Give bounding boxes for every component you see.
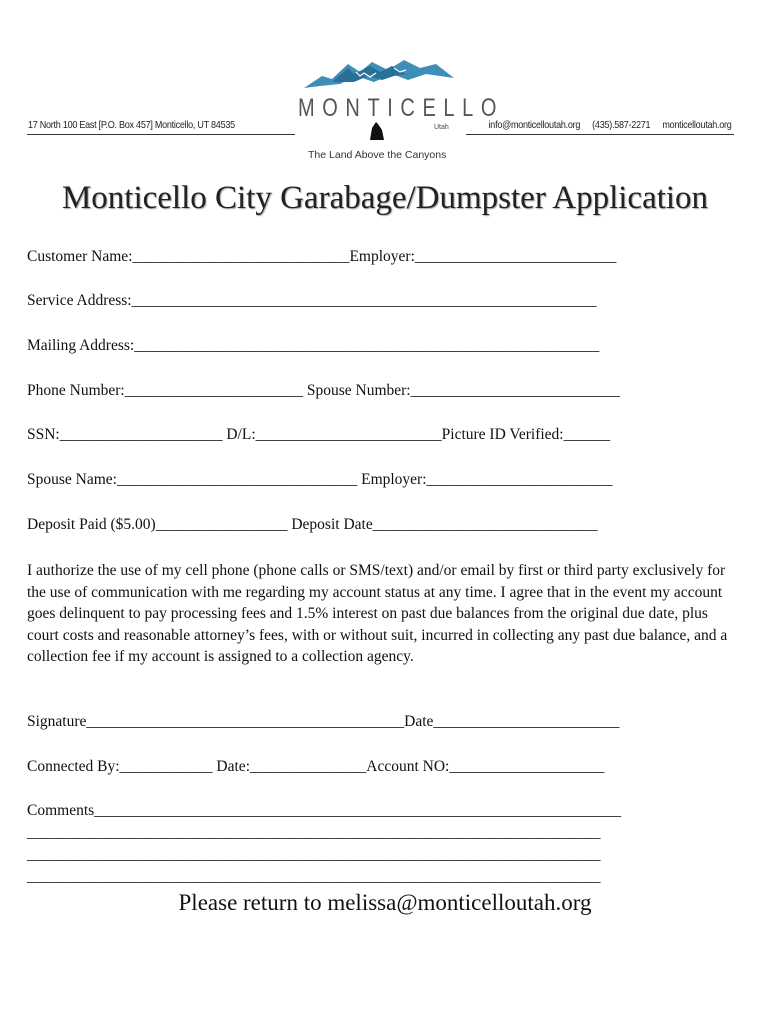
contact-info [477,119,732,131]
letterhead [0,0,770,170]
page-title: Monticello City Garabage/Dumpster Application [61,180,709,216]
mailing-address-field[interactable]: Mailing Address:____________________________________________________________ [27,337,600,354]
logo-tagline: The Land Above the Canyons [308,149,447,161]
comments-line[interactable]: __________________________________________________________________________ [27,824,601,841]
logo-state: Utah [434,124,449,131]
authorization-paragraph: I authorize the use of my cell phone (phone calls or SMS/text) and/or email by first or third party exclusively for the use of communication with me regarding my account status at any time. I agree that in the event my account goes delinquent to pay processing fees and 1.5% interest on past due balances from the original due date, plus court costs and reasonable attorney’s fees, with or without suit, incurred in collecting any past due balance, and a collection fee if my account is assigned to a collection agency. [27,562,728,665]
phone-number-field[interactable]: Phone Number:_______________________ Spouse Number:___________________________ [27,382,620,399]
letterhead-rule-left [27,134,295,135]
contact-email: info@monticelloutah.org [489,119,581,131]
logo-wordmark: MONTICELLO [298,94,505,122]
contact-website: monticelloutah.org [662,119,732,131]
city-address: 17 North 100 East [P.O. Box 457] Monticello, UT 84535 [28,119,235,131]
ssn-field[interactable]: SSN:_____________________ D/L:________________________Picture ID Verified:______ [27,426,611,443]
comments-field[interactable]: Comments____________________________________________________________________ [27,802,622,819]
customer-name-field[interactable]: Customer Name:____________________________Employer:__________________________ [27,248,617,265]
comments-line[interactable]: __________________________________________________________________________ [27,846,601,863]
comments-line[interactable]: __________________________________________________________________________ [27,868,601,885]
return-instructions: Please return to melissa@monticelloutah.org [178,890,592,915]
connected-by-field[interactable]: Connected By:____________ Date:_______________Account NO:____________________ [27,758,605,775]
service-address-field[interactable]: Service Address:____________________________________________________________ [27,292,597,309]
spouse-name-field[interactable]: Spouse Name:_______________________________ Employer:________________________ [27,471,613,488]
deposit-field[interactable]: Deposit Paid ($5.00)_________________ Deposit Date_____________________________ [27,516,598,533]
letterhead-rule-right [466,134,734,135]
signature-field[interactable]: Signature_________________________________________Date________________________ [27,713,620,730]
contact-phone: (435).587-2271 [592,119,651,131]
